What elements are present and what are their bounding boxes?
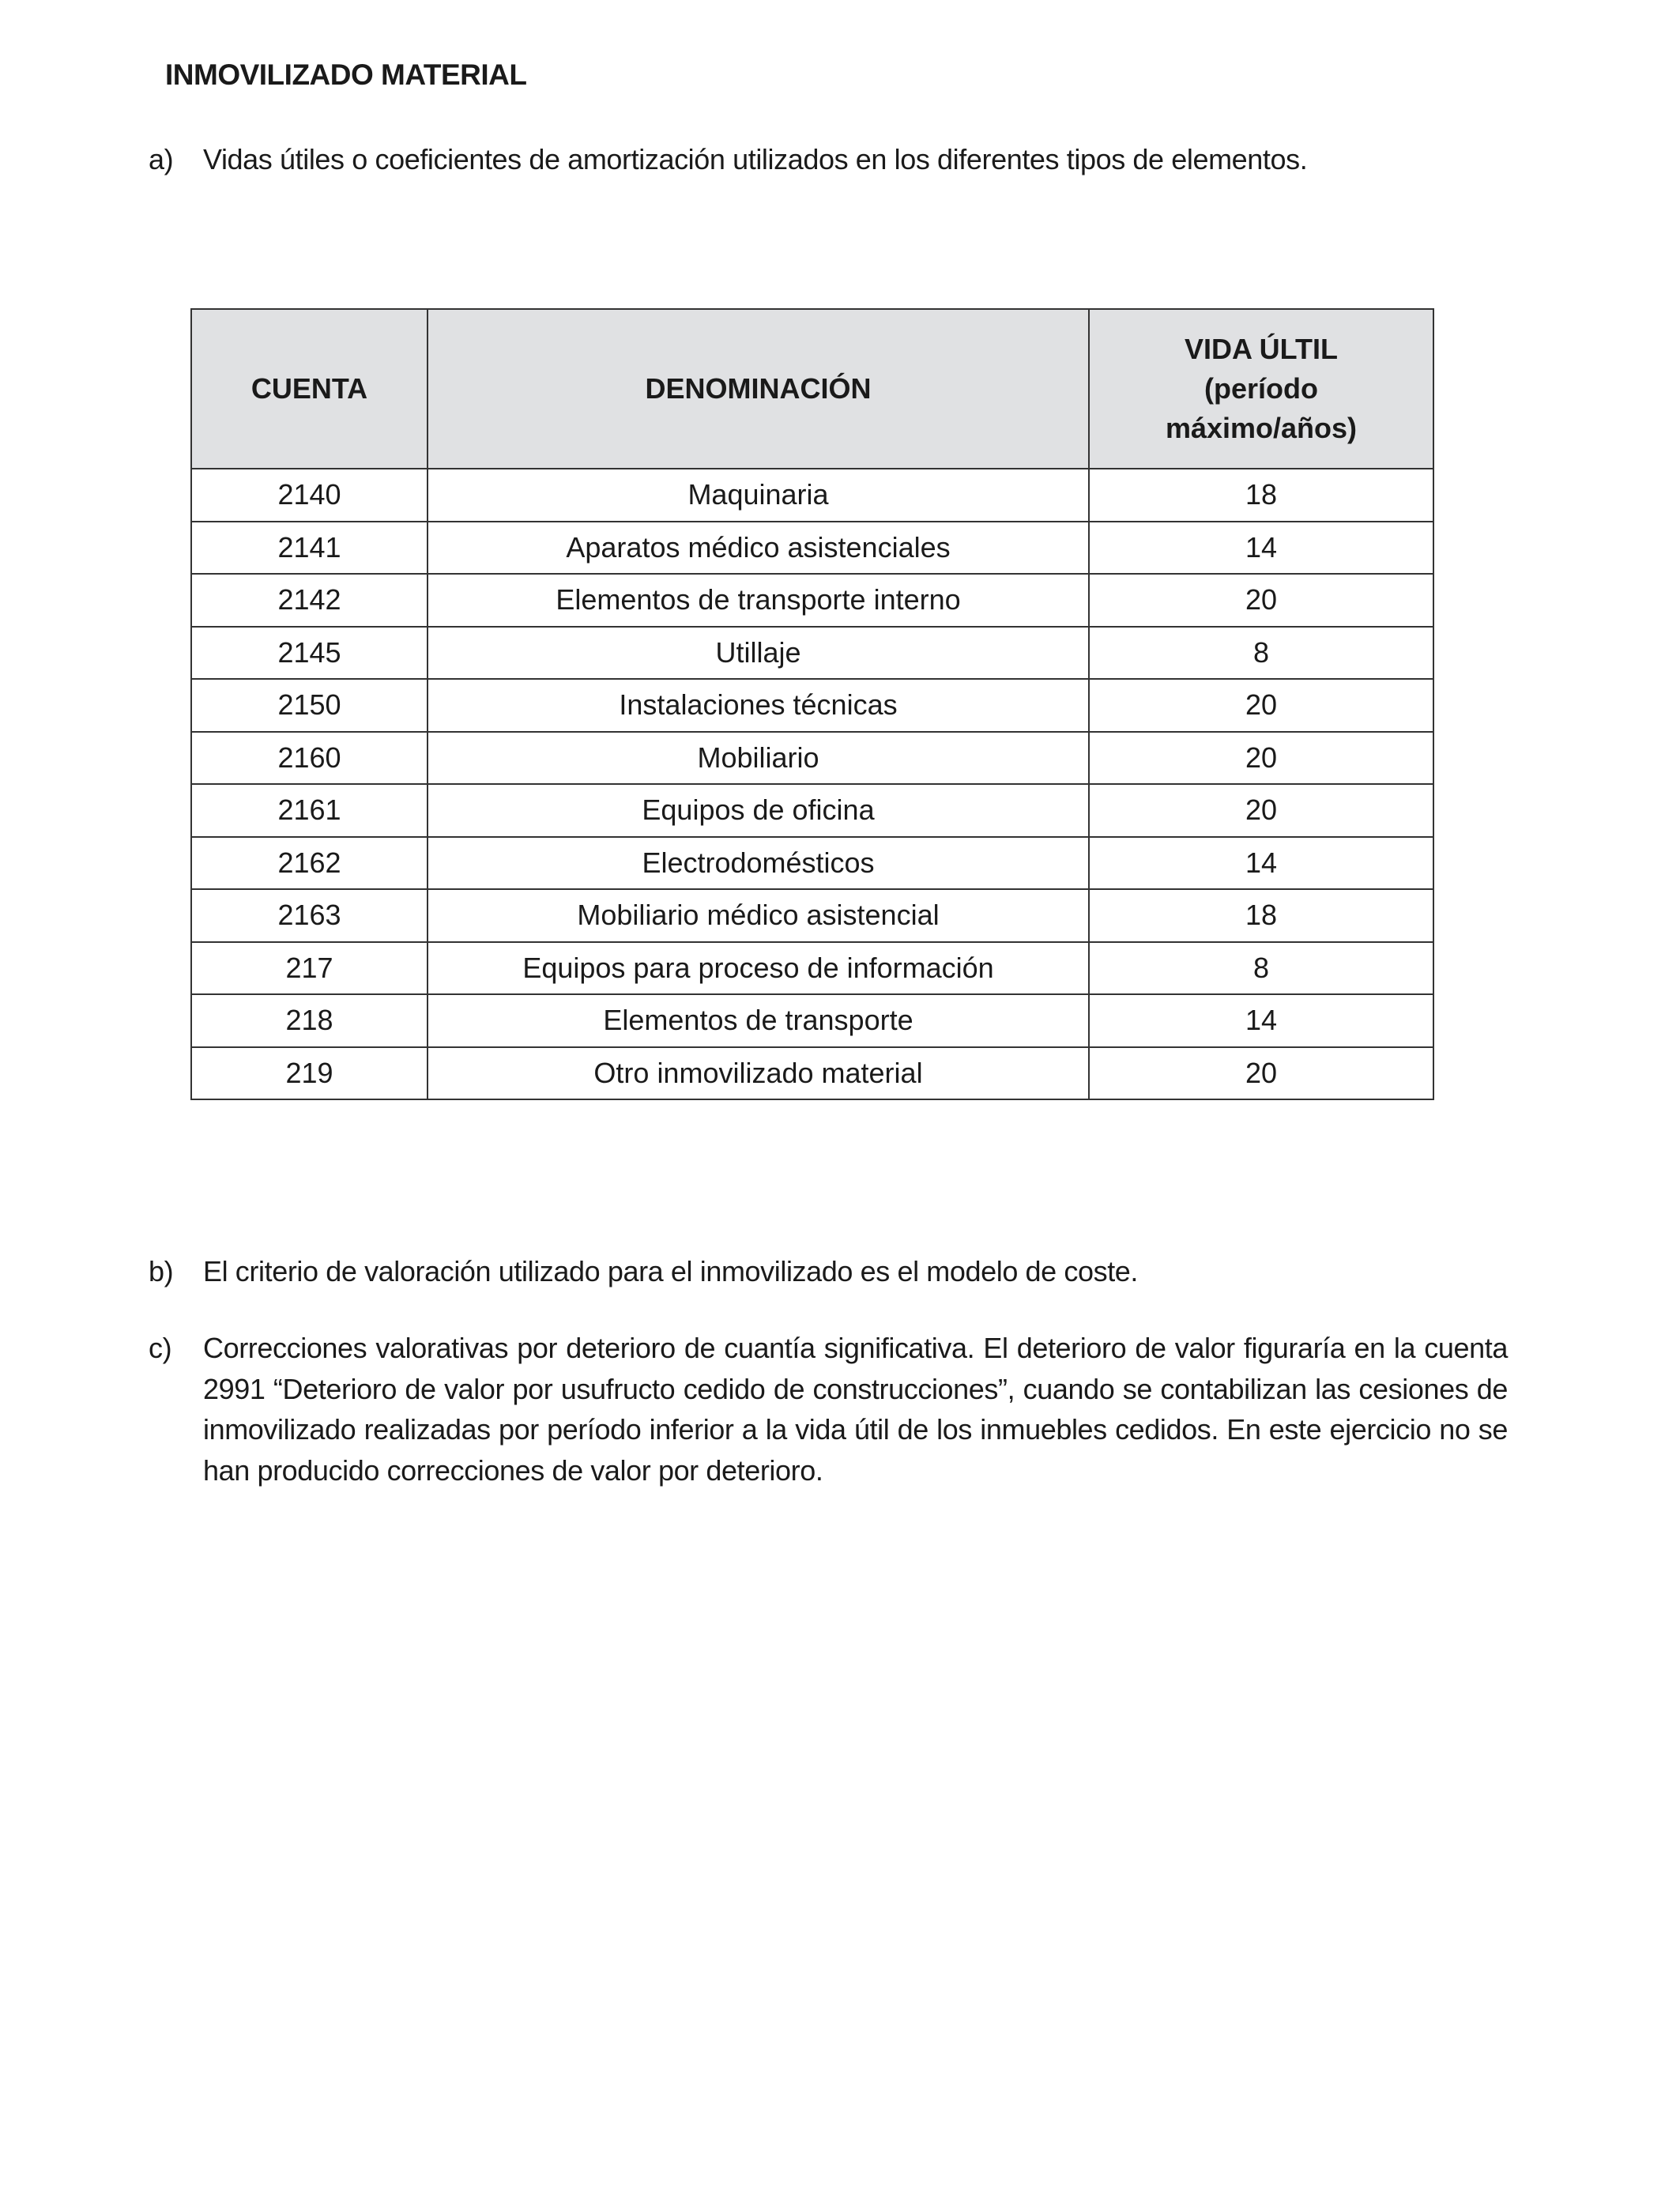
cell-denominacion: Instalaciones técnicas [428, 679, 1089, 732]
table-header-row [191, 309, 1433, 469]
cell-denominacion: Mobiliario médico asistencial [428, 889, 1089, 942]
section-b-text: El criterio de valoración utilizado para el inmovilizado es el modelo de coste. [203, 1255, 1139, 1287]
cell-denominacion: Electrodomésticos [428, 837, 1089, 890]
cell-cuenta: 218 [191, 994, 428, 1047]
table-row [191, 679, 1433, 732]
table-row [191, 889, 1433, 942]
cell-denominacion: Utillaje [428, 627, 1089, 680]
cell-cuenta: 2140 [191, 469, 428, 522]
cell-denominacion: Elementos de transporte interno [428, 574, 1089, 627]
cell-cuenta: 2161 [191, 784, 428, 837]
cell-vida-util: 20 [1089, 679, 1433, 732]
cell-cuenta: 2142 [191, 574, 428, 627]
section-title: INMOVILIZADO MATERIAL [165, 58, 527, 91]
table-row [191, 837, 1433, 890]
cell-cuenta: 2162 [191, 837, 428, 890]
table-row [191, 469, 1433, 522]
cell-cuenta: 2163 [191, 889, 428, 942]
header-vida-line1: VIDA ÚLTIL [1185, 333, 1338, 365]
cell-denominacion: Equipos para proceso de información [428, 942, 1089, 995]
header-denominacion: DENOMINACIÓN [428, 309, 1089, 469]
cell-denominacion: Maquinaria [428, 469, 1089, 522]
table-row [191, 784, 1433, 837]
table-row [191, 994, 1433, 1047]
table-row [191, 1047, 1433, 1100]
section-c-label: c) [149, 1332, 172, 1364]
table-row [191, 574, 1433, 627]
cell-vida-util: 8 [1089, 627, 1433, 680]
table-row [191, 522, 1433, 575]
table-row [191, 732, 1433, 785]
cell-denominacion: Otro inmovilizado material [428, 1047, 1089, 1100]
header-cuenta: CUENTA [191, 309, 428, 469]
cell-denominacion: Aparatos médico asistenciales [428, 522, 1089, 575]
cell-vida-util: 18 [1089, 469, 1433, 522]
cell-cuenta: 2145 [191, 627, 428, 680]
cell-vida-util: 20 [1089, 732, 1433, 785]
cell-vida-util: 14 [1089, 994, 1433, 1047]
table-row [191, 942, 1433, 995]
cell-vida-util: 20 [1089, 574, 1433, 627]
section-c-text: Correcciones valorativas por deterioro de cuantía significativa. El deterioro de valor figuraría en la cuenta 2991 “Deterioro de valor por usufructo cedido de construcciones”, cuando se contabilizan las cesiones de inmovilizado realizadas por período inferior a la vida útil de los inmuebles cedidos. En este ejercicio no se han producido correcciones de valor por deterioro. [203, 1332, 1508, 1487]
useful-life-table [190, 308, 1434, 1100]
section-a-label: a) [149, 143, 174, 175]
header-vida-line2: (período [1204, 372, 1318, 405]
cell-vida-util: 20 [1089, 1047, 1433, 1100]
cell-denominacion: Equipos de oficina [428, 784, 1089, 837]
cell-vida-util: 18 [1089, 889, 1433, 942]
cell-cuenta: 217 [191, 942, 428, 995]
cell-vida-util: 8 [1089, 942, 1433, 995]
cell-denominacion: Mobiliario [428, 732, 1089, 785]
cell-cuenta: 2141 [191, 522, 428, 575]
header-vida-line3: máximo/años) [1165, 412, 1358, 444]
section-a-text: Vidas útiles o coeficientes de amortización utilizados en los diferentes tipos de elementos. [203, 143, 1308, 175]
cell-vida-util: 14 [1089, 837, 1433, 890]
cell-cuenta: 2150 [191, 679, 428, 732]
section-b-label: b) [149, 1255, 174, 1287]
cell-vida-util: 14 [1089, 522, 1433, 575]
table-row [191, 627, 1433, 680]
cell-cuenta: 219 [191, 1047, 428, 1100]
cell-vida-util: 20 [1089, 784, 1433, 837]
header-vida-util [1089, 309, 1433, 469]
cell-denominacion: Elementos de transporte [428, 994, 1089, 1047]
cell-cuenta: 2160 [191, 732, 428, 785]
